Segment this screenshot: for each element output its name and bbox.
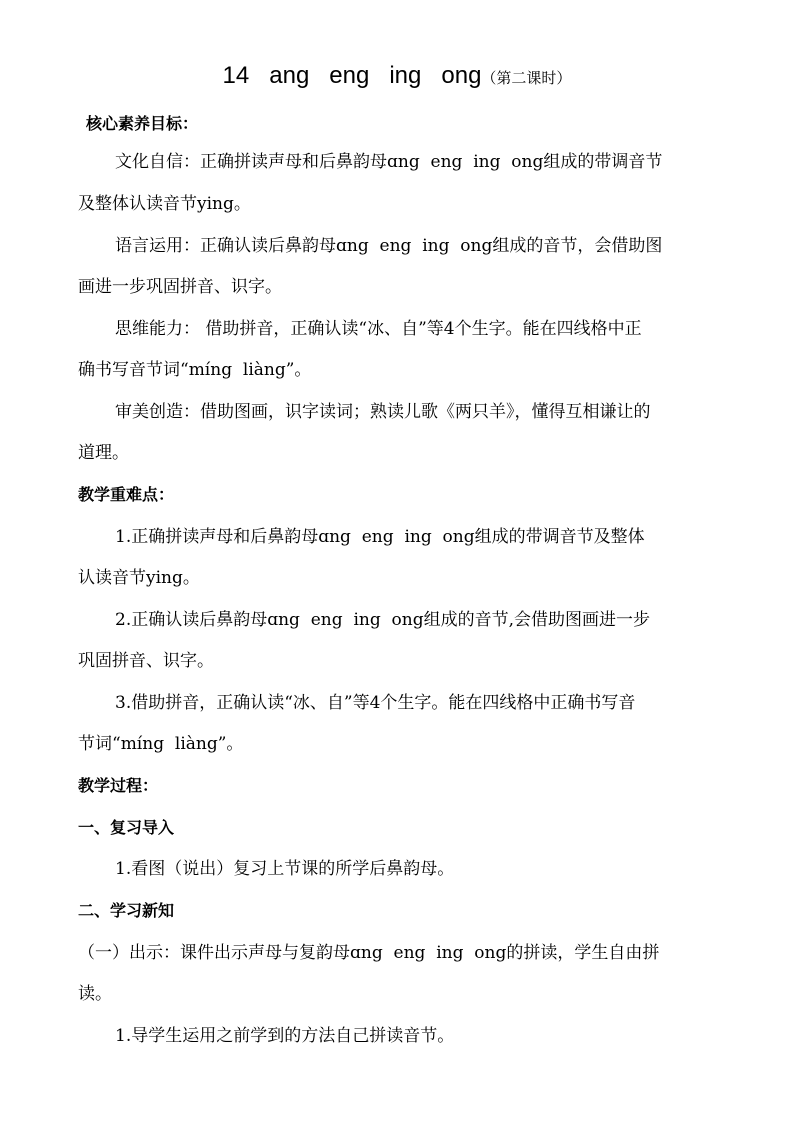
part2-heading: 二、学习新知 [78,901,175,920]
key-point-1-line1: 1.正确拼读声母和后鼻韵母ɑng eng ing ong组成的带调音节及整体 [115,527,645,547]
part2-sub1-line2: 读。 [78,984,112,1004]
part2-item1: 1.导学生运用之前学到的方法自己拼读音节。 [115,1026,455,1046]
goal-aesthetic-line2: 道理。 [78,443,129,463]
goal-thinking-line1: 思维能力： 借助拼音，正确认读“冰、自”等4个生字。能在四线格中正 [115,319,642,339]
part1-item1: 1.看图（说出）复习上节课的所学后鼻韵母。 [115,859,455,879]
page-title [0,62,794,90]
part1-heading: 一、复习导入 [78,818,175,837]
key-point-1-line2: 认读音节ying。 [78,568,200,588]
goal-culture-line1: 文化自信：正确拼读声母和后鼻韵母ɑng eng ing ong组成的带调音节 [115,152,663,172]
core-goals-heading: 核心素养目标： [86,114,199,133]
key-points-heading: 教学重难点： [78,485,175,504]
part2-sub1-line1: （一）出示：课件出示声母与复韵母ɑng eng ing ong的拼读，学生自由拼 [78,943,660,963]
key-point-3-line1: 3.借助拼音，正确认读“冰、自”等4个生字。能在四线格中正确书写音 [115,693,636,713]
goal-language-line1: 语言运用：正确认读后鼻韵母ɑng eng ing ong组成的音节，会借助图 [115,236,663,256]
key-point-2-line2: 巩固拼音、识字。 [78,651,214,671]
goal-aesthetic-line1: 审美创造：借助图画，识字读词；熟读儿歌《两只羊》，懂得互相谦让的 [115,402,651,422]
title-subtitle: （第二课时） [481,69,572,87]
key-point-3-line2: 节词“míng liàng”。 [78,734,244,754]
process-heading: 教学过程： [78,776,159,795]
key-point-2-line1: 2.正确认读后鼻韵母ɑng eng ing ong组成的音节,会借助图画进一步 [115,610,650,630]
title-main: 14 ang eng ing ong [222,62,482,89]
goal-thinking-line2: 确书写音节词“míng liàng”。 [78,360,312,380]
goal-culture-line2: 及整体认读音节ying。 [78,194,251,214]
goal-language-line2: 画进一步巩固拼音、识字。 [78,277,282,297]
